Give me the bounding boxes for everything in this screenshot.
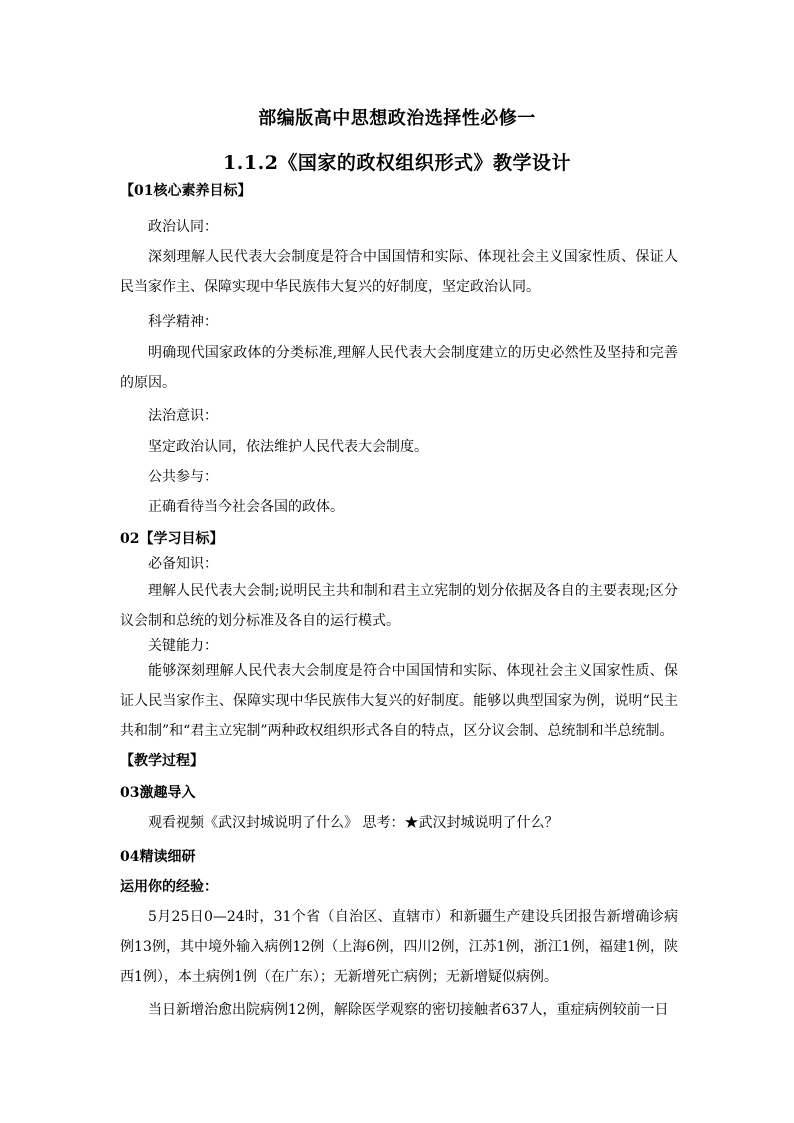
paragraph-case-data-continued: 当日新增治愈出院病例12例，解除医学观察的密切接触者637人，重症病例较前一日 [148, 1002, 669, 1018]
item-label-key-ability: 关键能力： [148, 638, 218, 654]
item-label-public-participation: 公共参与： [148, 469, 218, 485]
section-heading-learning-goals: 02【学习目标】 [120, 531, 224, 547]
item-label-scientific-spirit: 科学精神： [148, 314, 218, 330]
item-text-scientific-spirit: 明确现代国家政体的分类标准,理解人民代表大会制度建立的历史必然性及坚持和完善的原因。 [120, 345, 678, 391]
section-heading-close-reading: 04精读细研 [120, 849, 196, 865]
intro-text: 观看视频《武汉封城说明了什么》 思考：★武汉封城说明了什么？ [148, 815, 559, 831]
item-text-political-identity: 深刻理解人民代表大会制度是符合中国国情和实际、体现社会主义国家性质、保证人民当家作主、保障实现中华民族伟大复兴的好制度，坚定政治认同。 [120, 249, 678, 295]
document-subtitle: 1.1.2《国家的政权组织形式》教学设计 [223, 152, 571, 174]
item-text-public-participation: 正确看待当今社会各国的政体。 [148, 499, 344, 515]
item-label-rule-of-law: 法治意识： [148, 408, 218, 424]
item-text-required-knowledge: 理解人民代表大会制;说明民主共和制和君主立宪制的划分依据及各自的主要表现;区分议会制和总统的划分标准及各自的运行模式。 [120, 583, 678, 629]
section-heading-intro: 03激趣导入 [120, 785, 196, 801]
section-heading-teaching-process: 【教学过程】 [120, 753, 204, 769]
document-title: 部编版高中思想政治选择性必修一 [258, 108, 536, 129]
item-label-political-identity: 政治认同： [148, 219, 218, 235]
item-label-required-knowledge: 必备知识： [148, 556, 218, 572]
item-text-rule-of-law: 坚定政治认同，依法维护人民代表大会制度。 [148, 439, 428, 455]
paragraph-case-data: 5月25日0—24时，31个省（自治区、直辖市）和新疆生产建设兵团报告新增确诊病例13例，其中境外输入病例12例（上海6例，四川2例，江苏1例，浙江1例，福建1例，陕西1例），本土病例1例（在广东）；无新增死亡病例；无新增疑似病例。 [120, 909, 678, 985]
section-heading-core-literacy: 【01核心素养目标】 [120, 183, 252, 199]
item-text-key-ability: 能够深刻理解人民代表大会制度是符合中国国情和实际、体现社会主义国家性质、保证人民当家作主、保障实现中华民族伟大复兴的好制度。能够以典型国家为例，说明“民主共和制”和“君主立宪制”两种政权组织形式各自的特点，区分议会制、总统制和半总统制。 [120, 663, 678, 739]
sub-heading-experience: 运用你的经验： [120, 879, 218, 895]
